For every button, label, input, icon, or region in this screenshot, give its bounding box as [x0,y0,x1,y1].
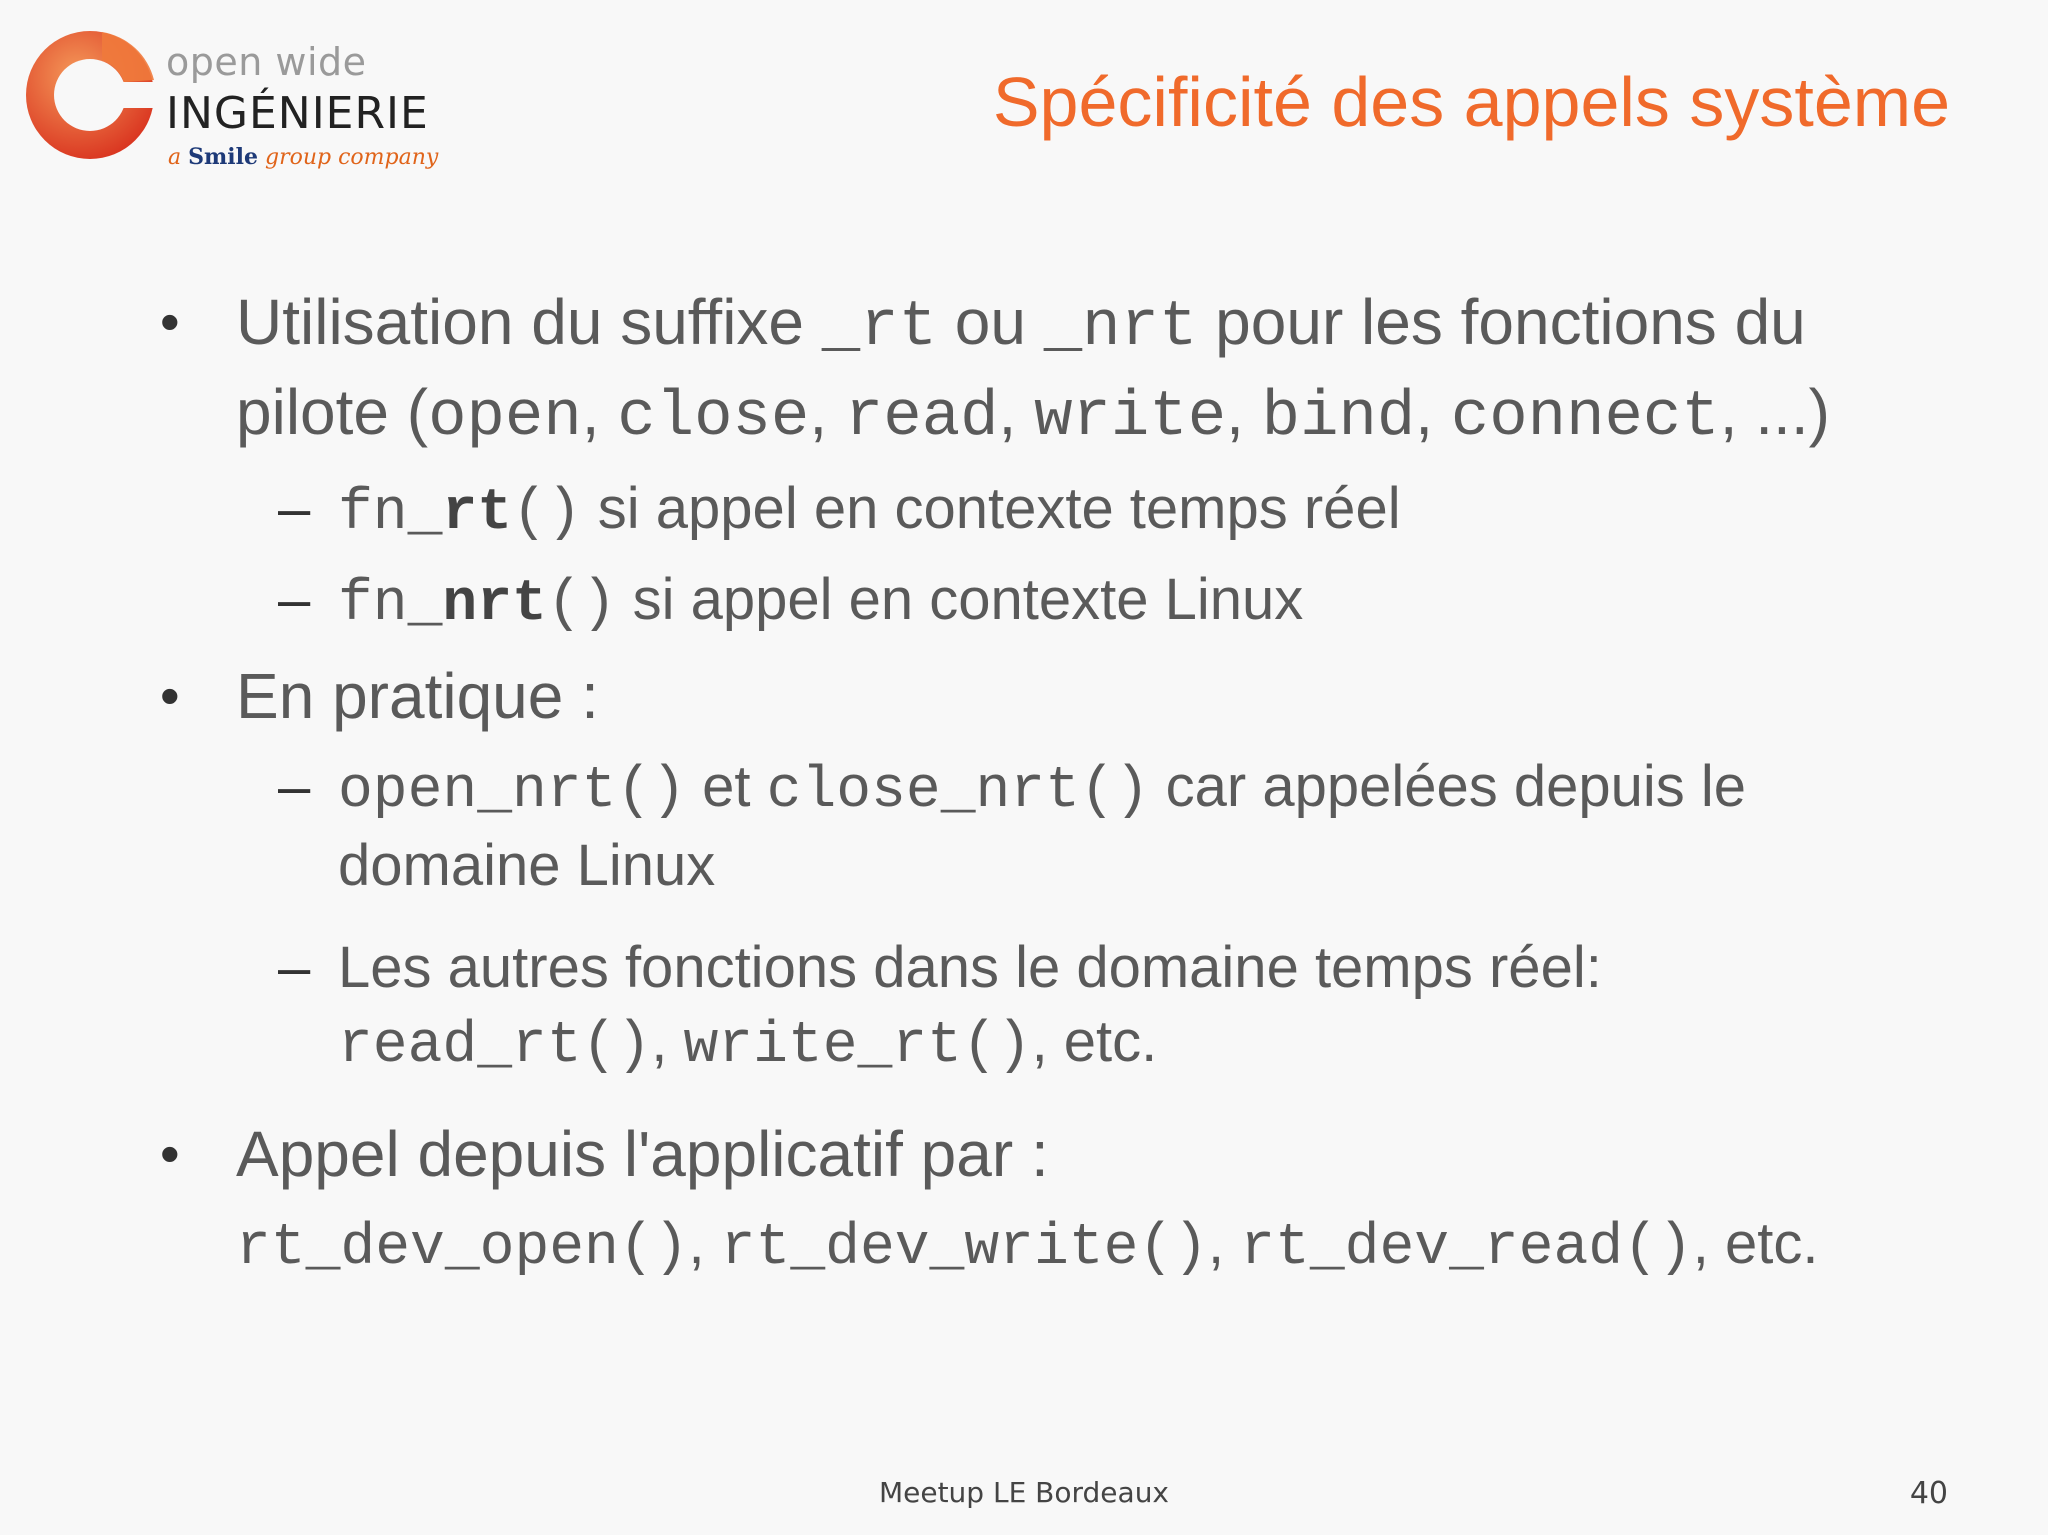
code-fn-rt-bold: rt [442,481,513,546]
b1-code-open: open [428,382,582,454]
dash-2: – [278,567,311,632]
b1-text-1: Utilisation du suffixe [236,286,822,358]
sub-bullet-open-close [160,750,1940,903]
b3-sep-1: , [688,1211,721,1276]
code-rt-dev-read: rt_dev_read() [1240,1216,1693,1281]
b1-text-3: pour les fonctions du pilote ( [236,286,1806,448]
b3-text: Appel depuis l'applicatif par : [236,1118,1049,1190]
code-rt-dev-open: rt_dev_open() [236,1216,689,1281]
bullet-en-pratique [160,654,1940,738]
page-number: 40 [1909,1476,1948,1511]
b1-sep-1: , [581,376,618,448]
code-fn-rt [338,481,582,546]
code-write-rt: write_rt() [683,1014,1032,1079]
bullet-appel [160,1112,1940,1196]
b1-code-connect: connect [1450,382,1720,454]
slide-content [160,280,1940,1291]
slide-title: Spécificité des appels système [992,63,1950,141]
sub-bullet-autres [160,931,1940,1084]
logo-text-ingenierie: INGÉNIERIE [166,88,429,139]
code-fn-nrt-pre: fn_ [338,572,443,637]
footer-label: Meetup LE Bordeaux [878,1476,1170,1509]
b1-code-close: close [617,382,810,454]
dash-3: – [278,754,311,819]
logo-tagline [168,144,438,170]
b1-code-nrt: _nrt [1043,292,1198,364]
sub-bullet-nrt [160,563,1940,642]
dash-4: – [278,935,311,1000]
b2-text: En pratique : [236,660,599,732]
sub-nrt-text: si appel en contexte Linux [616,567,1304,632]
b2-sub2-text-2: , etc. [1031,1009,1158,1074]
code-fn-nrt-post: () [546,572,617,637]
bullet-suffix [160,280,1940,460]
logo-tagline-a: a [168,145,189,170]
b1-sep-4: , [1226,376,1262,448]
b1-code-write: write [1034,382,1227,454]
b1-sep-2: , [809,376,845,448]
b1-text-4: , ...) [1719,376,1830,448]
code-fn-nrt-bold: nrt [442,572,547,637]
b3-sep-2: , [1208,1211,1241,1276]
b2-sub2-text-1: Les autres fonctions dans le domaine temps réel: [338,935,1602,1000]
b1-code-rt: _rt [821,292,937,364]
sub-rt-text: si appel en contexte temps réel [581,476,1401,541]
b2-sub2-sep: , [651,1009,684,1074]
logo-tagline-smile: Smile [188,144,258,170]
logo-text-open-wide: open wide [166,40,367,84]
code-fn-rt-pre: fn_ [338,481,443,546]
code-read-rt: read_rt() [338,1014,652,1079]
code-rt-dev-write: rt_dev_write() [720,1216,1208,1281]
code-fn-rt-post: () [512,481,582,546]
appel-code-line [160,1202,1940,1291]
b1-code-read: read [844,382,999,454]
dash-1: – [278,476,311,541]
code-close-nrt: close_nrt() [766,759,1150,824]
b1-sep-5: , [1415,376,1451,448]
b1-text-2: ou [937,286,1044,358]
b1-code-bind: bind [1261,382,1416,454]
b3-text-etc: , etc. [1692,1211,1819,1276]
logo-ring-icon [18,20,168,170]
b1-sep-3: , [998,376,1035,448]
code-open-nrt: open_nrt() [338,759,687,824]
logo-tagline-rest: group company [258,145,439,170]
sub-bullet-rt [160,472,1940,551]
b2-sub1-text-2: car appelées depuis le domaine Linux [338,754,1747,898]
code-fn-nrt [338,572,616,637]
company-logo [18,20,438,180]
b2-sub1-text-1: et [686,754,767,819]
